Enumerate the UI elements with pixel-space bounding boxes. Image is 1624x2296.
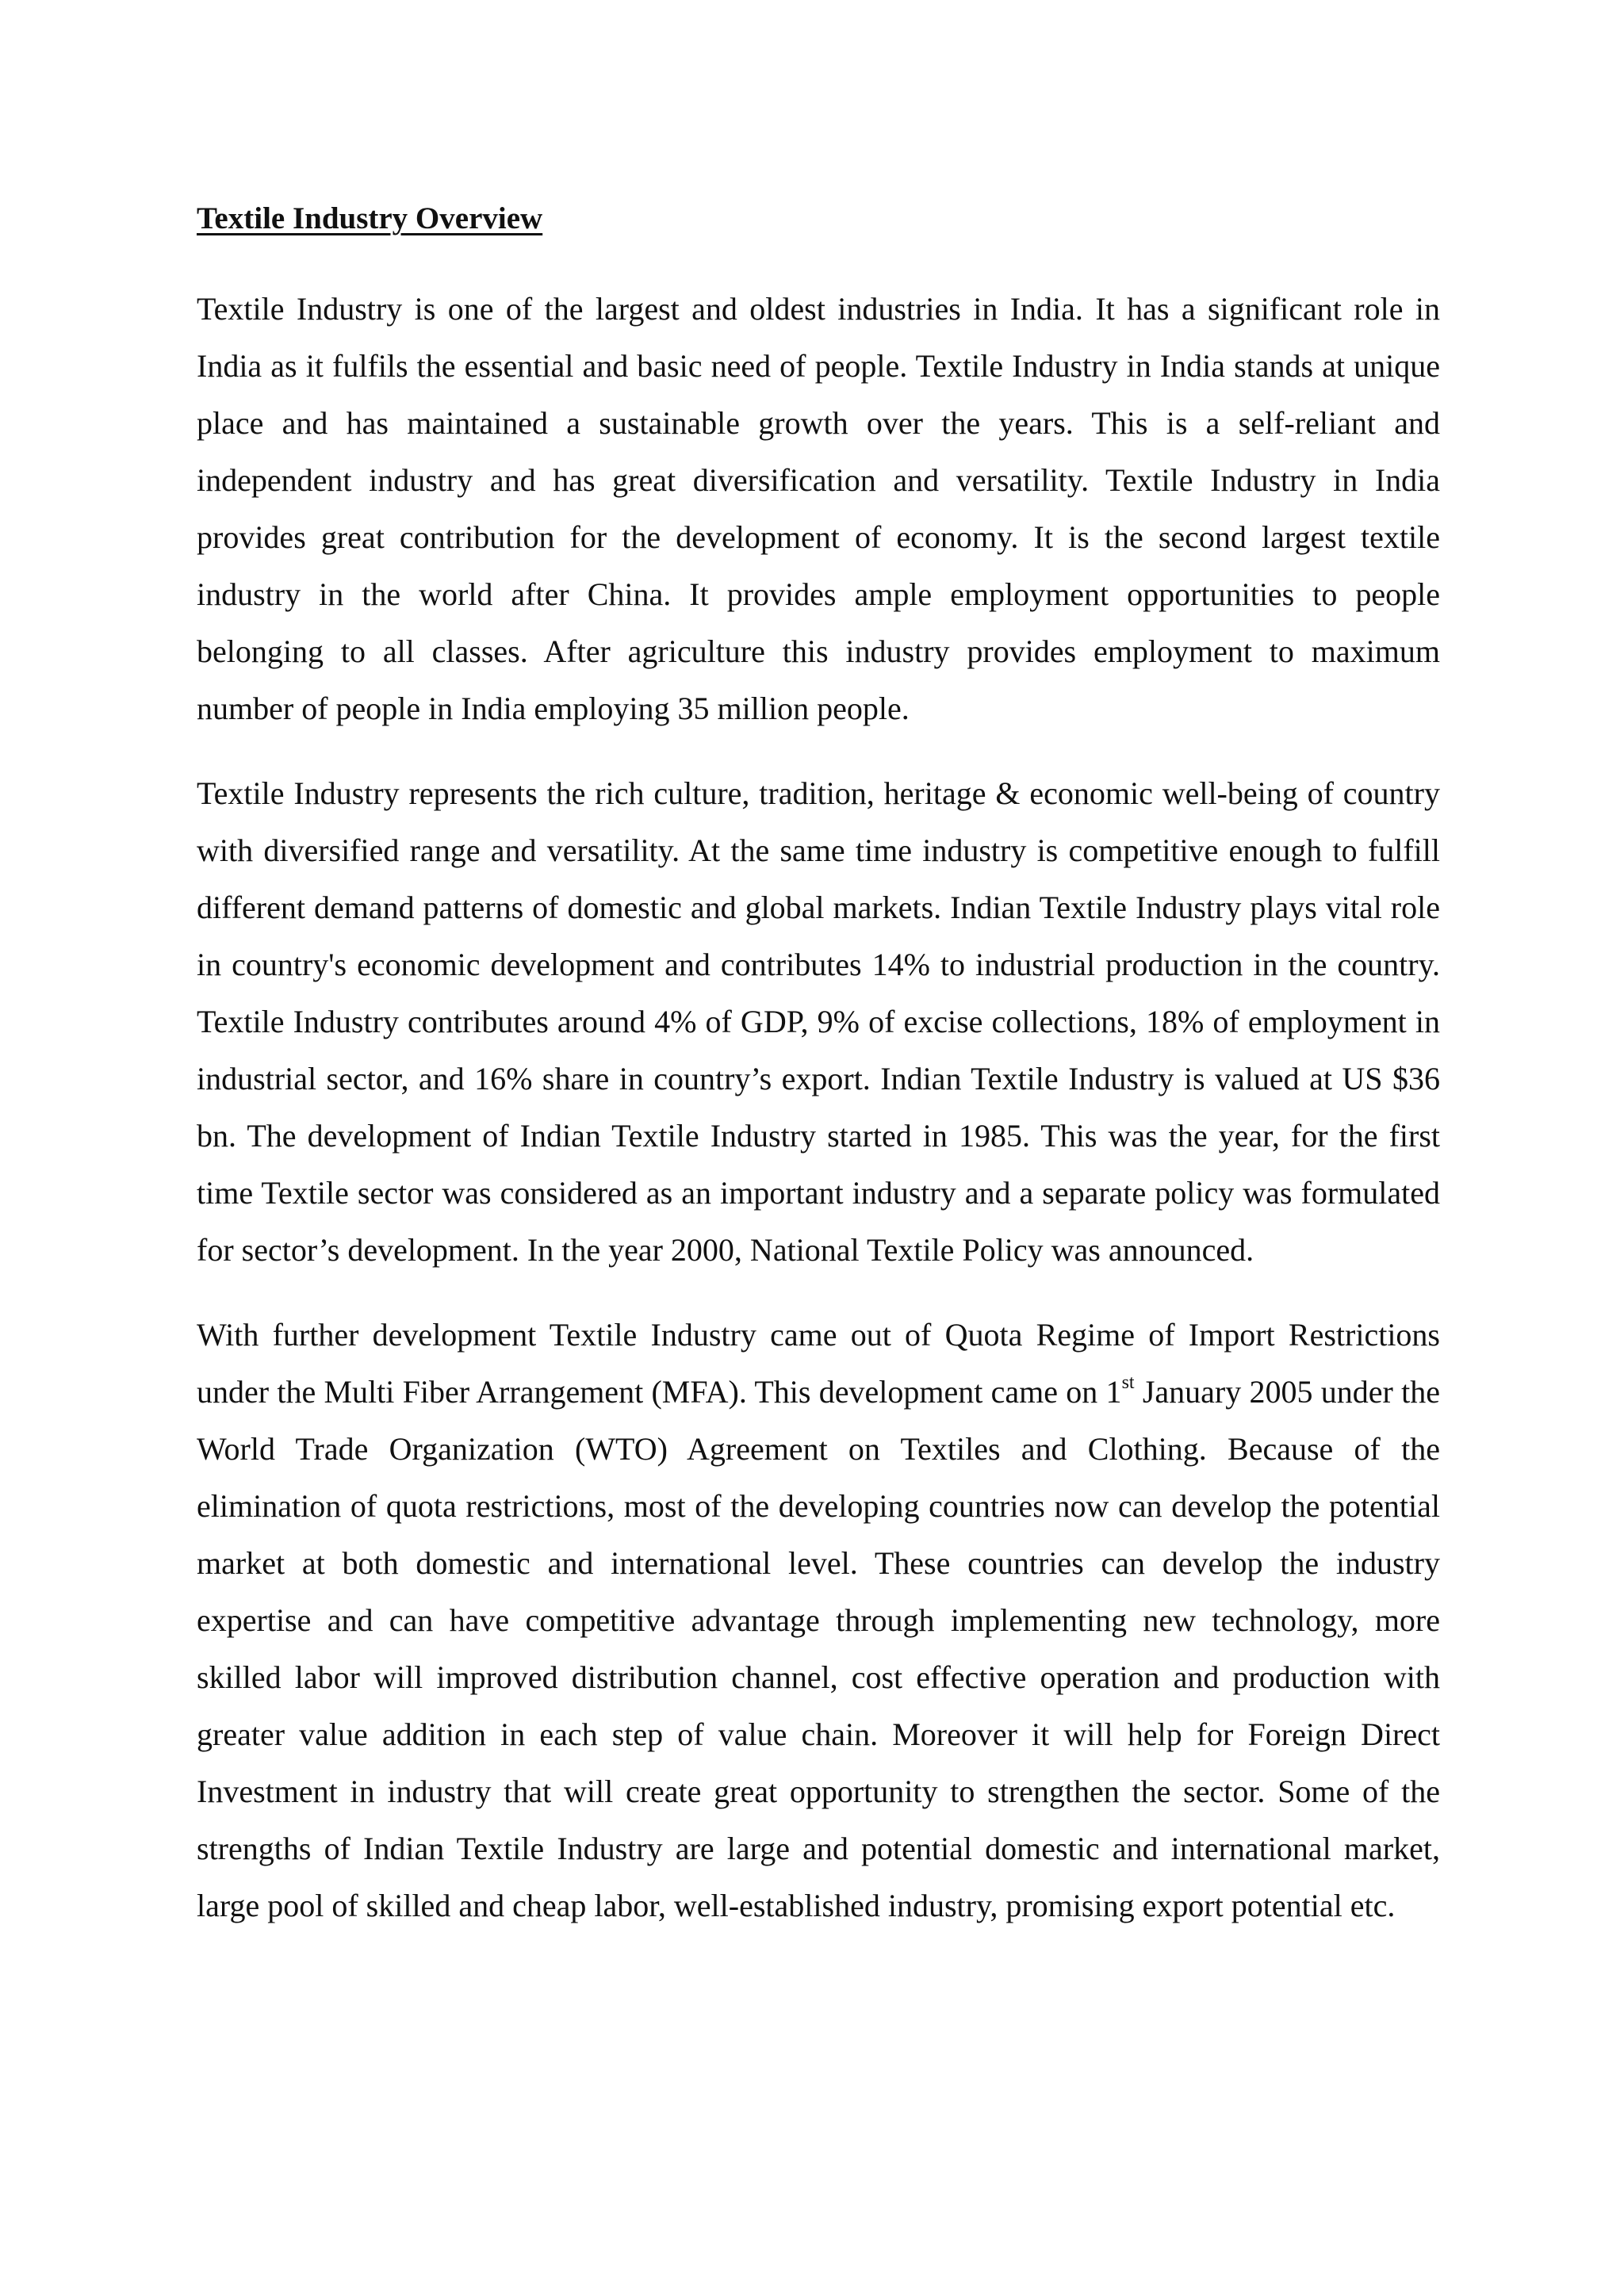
paragraph-quota-regime-text-end: January 2005 under the World Trade Organization (WTO) Agreement on Textiles and Clothing. Because of the elimination of quota restrictions, most of the developing countries now can develop the potential market at both domestic and international level. These countries can develop the industry expertise and can have competitive advantage through implementing new technology, more skilled labor will improved distribution channel, cost effective operation and production with greater value addition in each step of value chain. Moreover it will help for Foreign Direct Investment in industry that will create great opportunity to strengthen the sector. Some of the strengths of Indian Textile Industry are large and potential domestic and international market, large pool of skilled and cheap labor, well-established industry, promising export potential etc.	[197, 1374, 1441, 1923]
document-title: Textile Industry Overview	[197, 201, 543, 235]
paragraph-quota-regime	[197, 1307, 1440, 1934]
paragraph-overview: Textile Industry is one of the largest and oldest industries in India. It has a significant role in India as it fulfils the essential and basic need of people. Textile Industry in India stands at unique place and has maintained a sustainable growth over the years. This is a self-reliant and independent industry and has great diversification and versatility. Textile Industry in India provides great contribution for the development of economy. It is the second largest textile industry in the world after China. It provides ample employment opportunities to people belonging to all classes. After agriculture this industry provides employment to maximum number of people in India employing 35 million people.	[197, 291, 1440, 726]
paragraph-quota-regime-text-start: With further development Textile Industry came out of Quota Regime of Import Restrictions under the Multi Fiber Arrangement (MFA). This development came on 1	[197, 1317, 1440, 1410]
ordinal-superscript: st	[1121, 1372, 1135, 1393]
paragraph-economic-contribution: Textile Industry represents the rich culture, tradition, heritage & economic well-being of country with diversified range and versatility. At the same time industry is competitive enough to fulfill different demand patterns of domestic and global markets. Indian Textile Industry plays vital role in country's economic development and contributes 14% to industrial production in the country. Textile Industry contributes around 4% of GDP, 9% of excise collections, 18% of employment in industrial sector, and 16% share in country’s export. Indian Textile Industry is valued at US $36 bn. The development of Indian Textile Industry started in 1985. This was the year, for the first time Textile sector was considered as an important industry and a separate policy was formulated for sector’s development. In the year 2000, National Textile Policy was announced.	[197, 775, 1440, 1268]
document-page	[197, 190, 1440, 1962]
